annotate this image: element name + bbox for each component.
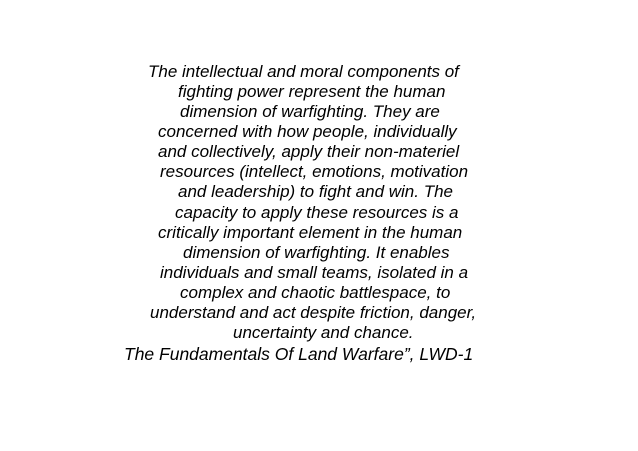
quote-line: individuals and small teams, isolated in a (160, 263, 469, 282)
quote-line: The intellectual and moral components of (148, 62, 459, 81)
quote-line: fighting power represent the human (178, 82, 446, 101)
quote-attribution: The Fundamentals Of Land Warfare”, LWD-1 (124, 344, 474, 364)
quote-line: and collectively, apply their non-materiel (158, 142, 460, 161)
quote-line: dimension of warfighting. It enables (183, 243, 450, 262)
quote-line: critically important element in the human (158, 223, 463, 242)
quote-line: dimension of warfighting. They are (180, 102, 440, 121)
quote-line: understand and act despite friction, danger, (150, 303, 477, 322)
quote-line: resources (intellect, emotions, motivation (160, 162, 469, 181)
quote-line: and leadership) to fight and win. The (178, 182, 454, 201)
quote-line: capacity to apply these resources is a (175, 203, 459, 222)
quote-line: concerned with how people, individually (158, 122, 457, 141)
quote-line: uncertainty and chance. (233, 323, 414, 342)
quote-line: complex and chaotic battlespace, to (180, 283, 451, 302)
